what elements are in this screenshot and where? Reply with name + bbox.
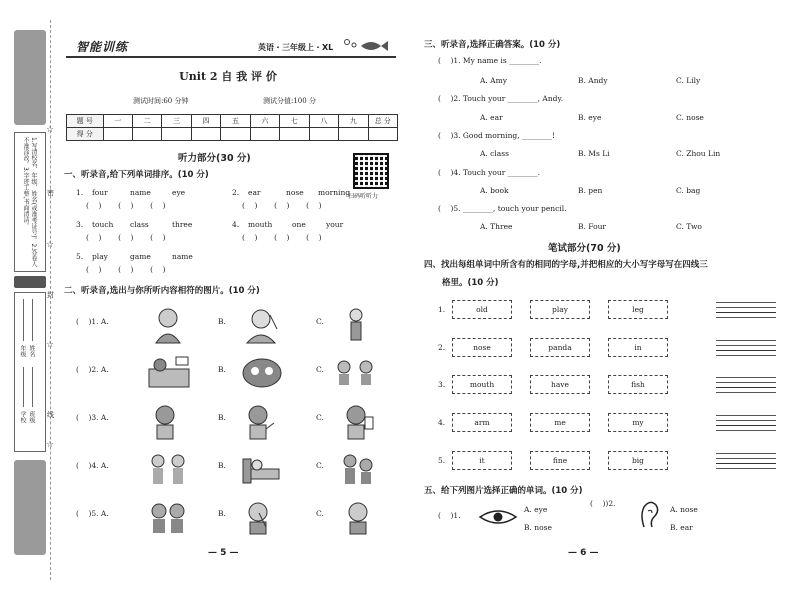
score-cell[interactable] xyxy=(221,128,250,141)
binding-strip xyxy=(0,0,50,601)
pic-row-4: ( )4. A. xyxy=(76,461,109,470)
option-c: C. xyxy=(316,461,324,470)
question-text: )1. My name is ________. xyxy=(450,56,542,65)
option-c: C. xyxy=(316,413,324,422)
binding-fields-box xyxy=(14,292,46,452)
option-c: C. Two xyxy=(676,222,702,231)
cut-mark: 线 xyxy=(47,411,54,419)
word-box: it xyxy=(452,451,512,470)
boy-touching-head-picture xyxy=(241,305,281,345)
item-num: )4. A. xyxy=(88,461,109,470)
right-page xyxy=(418,0,798,601)
option-c: C. xyxy=(316,365,324,374)
row-num: 4. xyxy=(438,418,446,427)
section4-heading-line1: 四、找出每组单词中所含有的相同的字母,并把相应的大小写字母写在四线三 xyxy=(424,260,708,270)
field-school: 学校 xyxy=(19,411,26,423)
writing-lines[interactable] xyxy=(716,340,776,359)
word: name xyxy=(172,252,193,261)
left-page xyxy=(58,0,398,601)
line-mark: 封 xyxy=(47,291,54,299)
group-num: 2. xyxy=(232,188,240,197)
score-col: 七 xyxy=(280,115,309,128)
girl-standing-picture xyxy=(341,305,371,345)
score-col: 九 xyxy=(339,115,368,128)
mc-question-5: ( )5. ________, touch your pencil. xyxy=(438,204,567,213)
word-box: me xyxy=(530,413,590,432)
pic-question-1: ( )1. xyxy=(438,511,461,520)
option-b: B. eye xyxy=(578,113,602,122)
binding-notice-box xyxy=(14,132,46,272)
header-subject: 英语・三年级上・XL xyxy=(258,43,334,52)
girl-listening-picture xyxy=(148,305,188,345)
section5-heading: 五、给下列图片选择正确的单词。(10 分) xyxy=(424,486,583,496)
qr-caption: 扫码听听力 xyxy=(348,193,379,200)
mc-question-1: ( )1. My name is ________. xyxy=(438,56,542,65)
word: ear xyxy=(248,188,261,197)
binding-gray-block-bottom xyxy=(14,460,46,555)
item-num: )2. A. xyxy=(88,365,109,374)
header-rule xyxy=(66,56,396,58)
option-c: C. Lily xyxy=(676,76,701,85)
writing-lines[interactable] xyxy=(716,415,776,434)
word-box: big xyxy=(608,451,668,470)
binding-label-bar xyxy=(14,276,46,288)
section1-groups xyxy=(76,188,379,288)
word-box: play xyxy=(530,300,590,319)
group-2: 2. ear nose morning ( ) ( ) ( ) xyxy=(232,188,351,210)
word-box: fish xyxy=(608,375,668,394)
score-cell[interactable] xyxy=(339,128,368,141)
star-icon: ☆ xyxy=(46,340,55,350)
group-num: 3. xyxy=(76,220,84,229)
section3-items xyxy=(438,56,768,236)
row-num: 1. xyxy=(438,305,446,314)
score-cell[interactable] xyxy=(368,128,397,141)
pic-question-2: ( ))2. xyxy=(590,499,616,508)
score-col: 五 xyxy=(221,115,250,128)
score-cell[interactable] xyxy=(162,128,191,141)
score-cell[interactable] xyxy=(309,128,338,141)
score-cell[interactable] xyxy=(280,128,309,141)
section2-items xyxy=(76,305,396,535)
word-box: mouth xyxy=(452,375,512,394)
option-b: B. xyxy=(218,461,226,470)
score-table xyxy=(66,114,398,141)
group-num: 5. xyxy=(76,252,84,261)
score-col: 三 xyxy=(162,115,191,128)
option-b: B. xyxy=(218,365,226,374)
group-5: 5. play game name ( ) ( ) ( ) xyxy=(76,252,193,274)
word: touch xyxy=(92,220,114,229)
test-time: 测试时间:60 分钟 xyxy=(133,97,189,105)
cut-line xyxy=(50,20,51,580)
writing-lines[interactable] xyxy=(716,453,776,472)
field-name: 姓名 xyxy=(28,345,35,357)
boy-touching-nose-picture xyxy=(241,499,275,535)
listening-title: 听力部分(30 分) xyxy=(178,153,251,164)
option-b: B. pen xyxy=(578,186,603,195)
score-col-total: 总 分 xyxy=(368,115,397,128)
option-b: B. xyxy=(218,317,226,326)
question-text: )5. ________, touch your pencil. xyxy=(450,204,567,213)
girl-with-book-picture xyxy=(341,403,375,441)
score-row-label: 题 号 xyxy=(67,115,104,128)
written-title: 笔试部分(70 分) xyxy=(548,243,621,254)
mc-question-4: ( )4. Touch your ________. xyxy=(438,168,541,177)
score-cell[interactable] xyxy=(250,128,279,141)
section1-heading: 一、听录音,给下列单词排序。(10 分) xyxy=(64,170,209,180)
morning-scene-picture xyxy=(148,355,190,389)
field-class: 班级 xyxy=(28,411,35,423)
group-4: 4. mouth one your ( ) ( ) ( ) xyxy=(232,220,344,242)
eye-picture xyxy=(478,509,518,525)
test-score: 测试分值:100 分 xyxy=(263,97,316,105)
group-num: 1. xyxy=(76,188,84,197)
option-b: B. xyxy=(218,509,226,518)
score-cell[interactable] xyxy=(133,128,162,141)
bed-picture xyxy=(241,451,281,487)
section4-rows xyxy=(438,300,798,480)
option-a: A. nose xyxy=(670,505,698,514)
word: name xyxy=(130,188,151,197)
option-b: B. Ms Li xyxy=(578,149,610,158)
binding-notice: 1.写清校名、年级、姓名(或准考证号)。2.答卷人不准涂改。3.字迹工整,书面清洁。 xyxy=(22,137,37,268)
unit-title: Unit 2 自 我 评 价 xyxy=(179,70,277,83)
word: mouth xyxy=(248,220,273,229)
word: play xyxy=(92,252,108,261)
option-b: B. Four xyxy=(578,222,607,231)
animals-group-picture xyxy=(241,355,283,389)
row-num: 5. xyxy=(438,456,446,465)
option-b: B. ear xyxy=(670,523,693,532)
word-box: nose xyxy=(452,338,512,357)
group-num: 4. xyxy=(232,220,240,229)
mc-question-2: ( )2. Touch your ________, Andy. xyxy=(438,94,564,103)
field-grade: 年级 xyxy=(19,345,26,357)
word: four xyxy=(92,188,108,197)
score-cell[interactable] xyxy=(103,128,132,141)
option-a: A. eye xyxy=(524,505,548,514)
kids-playing-picture xyxy=(334,357,378,387)
word-box: in xyxy=(608,338,668,357)
kids-whispering-picture xyxy=(148,499,188,535)
option-a: A. book xyxy=(480,186,509,195)
word: one xyxy=(292,220,306,229)
star-icon: ☆ xyxy=(46,240,55,250)
kids-greeting-picture xyxy=(148,451,188,487)
section4-heading-line2: 格里。(10 分) xyxy=(442,278,499,288)
option-a: A. ear xyxy=(480,113,503,122)
row-num: 3. xyxy=(438,380,446,389)
score-col: 二 xyxy=(133,115,162,128)
group-3: 3. touch class three ( ) ( ) ( ) xyxy=(76,220,193,242)
item-num: )5. A. xyxy=(88,509,109,518)
option-c: C. xyxy=(316,317,324,326)
option-c: C. nose xyxy=(676,113,704,122)
pic-row-2: ( )2. A. xyxy=(76,365,109,374)
brand-logo: 智能训练 xyxy=(76,40,129,54)
score-col: 四 xyxy=(191,115,220,128)
girl-pointing-picture xyxy=(241,403,275,441)
score-row-label: 得 分 xyxy=(67,128,104,141)
pic-row-5: ( )5. A. xyxy=(76,509,109,518)
score-col: 八 xyxy=(309,115,338,128)
word: your xyxy=(326,220,344,229)
star-icon: ☆ xyxy=(46,125,55,135)
star-icon: ☆ xyxy=(46,440,55,450)
option-a: A. class xyxy=(480,149,509,158)
section3-heading: 三、听录音,选择正确答案。(10 分) xyxy=(424,40,561,50)
word: three xyxy=(172,220,193,229)
item-num: )3. A. xyxy=(88,413,109,422)
score-col: 一 xyxy=(103,115,132,128)
group-1: 1. four name eye ( ) ( ) ( ) xyxy=(76,188,186,210)
option-c: C. bag xyxy=(676,186,701,195)
item-num: )1. xyxy=(450,511,461,520)
score-cell[interactable] xyxy=(191,128,220,141)
option-b: B. nose xyxy=(524,523,552,532)
kids-meeting-picture xyxy=(338,451,378,487)
option-b: B. Andy xyxy=(578,76,608,85)
word-box: have xyxy=(530,375,590,394)
page-number-right: — 6 — xyxy=(568,548,599,558)
writing-lines[interactable] xyxy=(716,302,776,321)
ear-picture xyxy=(638,499,662,531)
word-box: panda xyxy=(530,338,590,357)
word: game xyxy=(130,252,151,261)
word-box: old xyxy=(452,300,512,319)
option-a: A. Amy xyxy=(480,76,507,85)
option-b: B. xyxy=(218,413,226,422)
word-box: fine xyxy=(530,451,590,470)
word-box: arm xyxy=(452,413,512,432)
section5-items xyxy=(438,499,738,545)
pic-row-3: ( )3. A. xyxy=(76,413,109,422)
fish-icon xyxy=(341,36,391,56)
option-c: C. xyxy=(316,509,324,518)
word: morning xyxy=(318,188,351,197)
pic-row-1: ( )1. A. xyxy=(76,317,109,326)
seal-mark: 密 xyxy=(47,189,54,197)
word-box: leg xyxy=(608,300,668,319)
boy-standing-picture xyxy=(341,499,375,535)
word: nose xyxy=(286,188,304,197)
row-num: 2. xyxy=(438,343,446,352)
option-c: C. Zhou Lin xyxy=(676,149,721,158)
mc-question-3: ( )3. Good morning, ________! xyxy=(438,131,555,140)
section2-heading: 二、听录音,选出与你所听内容相符的图片。(10 分) xyxy=(64,286,260,296)
writing-lines[interactable] xyxy=(716,377,776,396)
binding-gray-block-top xyxy=(14,30,46,125)
girl-reading-picture xyxy=(148,403,182,441)
word-box: my xyxy=(608,413,668,432)
question-text: )4. Touch your ________. xyxy=(450,168,541,177)
word: class xyxy=(130,220,149,229)
word: eye xyxy=(172,188,186,197)
page-number-left: — 5 — xyxy=(208,548,239,558)
question-text: )2. Touch your ________, Andy. xyxy=(450,94,564,103)
question-text: )3. Good morning, ________! xyxy=(450,131,555,140)
qr-code-icon[interactable] xyxy=(353,153,389,189)
option-a: A. Three xyxy=(480,222,513,231)
score-col: 六 xyxy=(250,115,279,128)
item-num: )1. A. xyxy=(88,317,109,326)
item-num: )2. xyxy=(605,499,616,508)
